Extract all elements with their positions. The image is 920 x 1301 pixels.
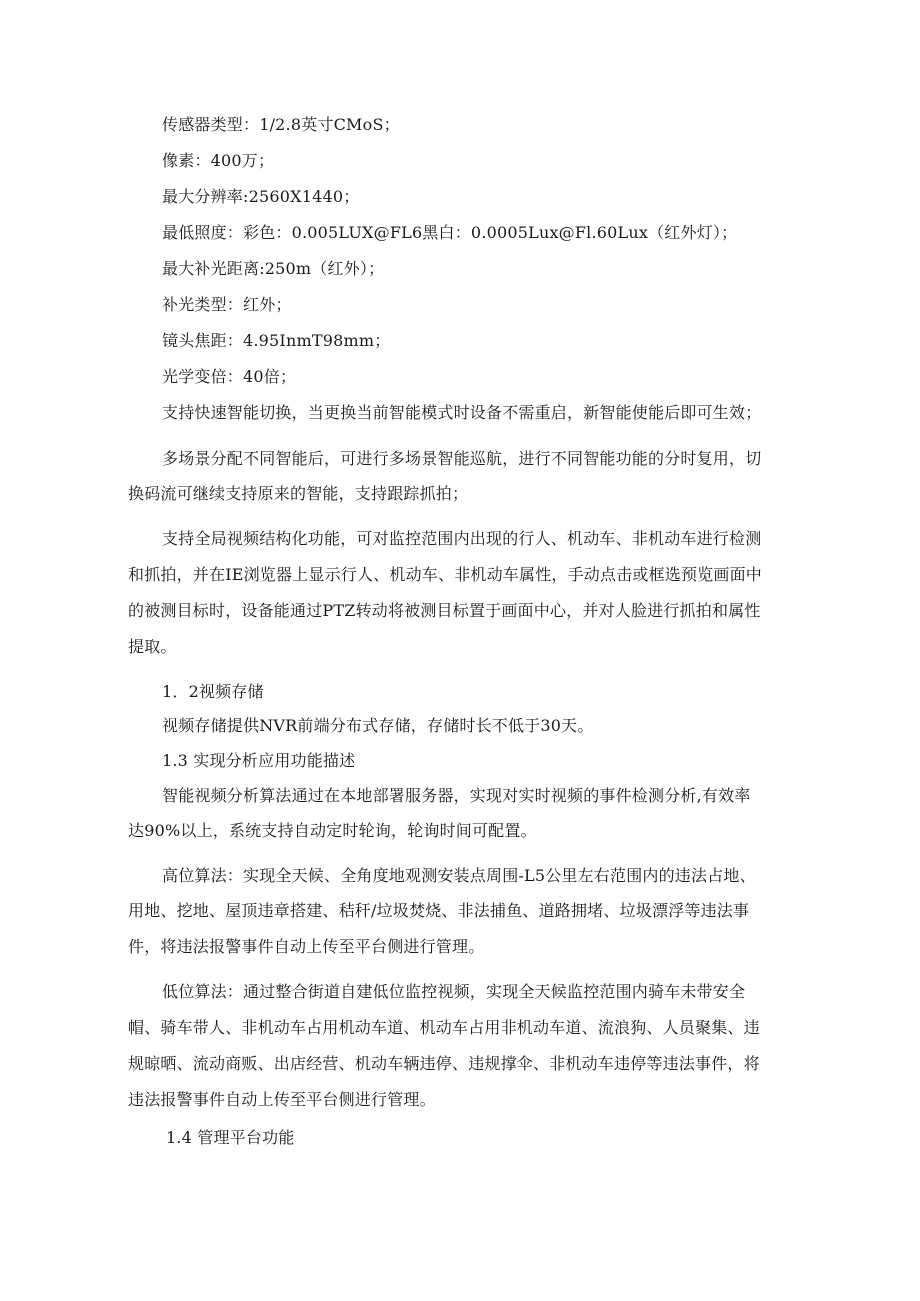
section-heading-1-2: 1．2视频存储: [162, 682, 264, 701]
spec-sensor-type: 传感器类型：1/2.8英寸CMoS；: [162, 115, 400, 134]
paragraph-structuring-line-4: 提取。: [128, 637, 177, 656]
paragraph-structuring-line-3: 的被测目标时，设备能通过PTZ转动将被测目标置于画面中心，并对人脸进行抓拍和属性: [128, 601, 761, 620]
paragraph-low-algo-line-2: 帽、骑车带人、非机动车占用机动车道、机动车占用非机动车道、流浪狗、人员聚集、违: [128, 1018, 760, 1037]
paragraph-high-algo-line-2: 用地、挖地、屋顶违章搭建、秸秆/垃圾焚烧、非法捕鱼、道路拥堵、垃圾漂浮等违法事: [128, 901, 750, 920]
paragraph-high-algo-line-3: 件，将违法报警事件自动上传至平台侧进行管理。: [128, 937, 485, 956]
paragraph-low-algo-line-4: 违法报警事件自动上传至平台侧进行管理。: [128, 1090, 436, 1109]
section-heading-1-3: 1.3 实现分析应用功能描述: [162, 751, 356, 770]
spec-optical-zoom: 光学变倍：40倍；: [162, 367, 297, 386]
paragraph-low-algo-line-1: 低位算法：通过整合街道自建低位监控视频，实现全天候监控范围内骑车未带安全: [162, 982, 746, 1001]
spec-max-resolution: 最大分辨率:2560X1440；: [162, 187, 360, 206]
paragraph-high-algo-line-1: 高位算法：实现全天候、全角度地观测安装点周围-L5公里左右范围内的违法占地、: [162, 866, 756, 885]
spec-fill-light-distance: 最大补光距离:250m（红外）；: [162, 259, 385, 278]
spec-pixels: 像素：400万；: [162, 151, 275, 170]
paragraph-multi-scene-line-1: 多场景分配不同智能后，可进行多场景智能巡航，进行不同智能功能的分时复用，切: [162, 449, 762, 468]
paragraph-analysis-line-1: 智能视频分析算法通过在本地部署服务器，实现对实时视频的事件检测分析,有效率: [162, 786, 751, 805]
spec-fill-light-type: 补光类型：红外；: [162, 295, 292, 314]
section-heading-1-4: 1.4 管理平台功能: [166, 1128, 295, 1147]
spec-min-illumination: 最低照度：彩色：0.005LUX@FL6黑白：0.0005Lux@Fl.60Lux（红外灯）；: [162, 223, 738, 242]
paragraph-smart-switch: 支持快速智能切换，当更换当前智能模式时设备不需重启，新智能使能后即可生效；: [162, 403, 762, 422]
paragraph-structuring-line-1: 支持全局视频结构化功能，可对监控范围内出现的行人、机动车、非机动车进行检测: [162, 529, 762, 548]
paragraph-analysis-line-2: 达90%以上，系统支持自动定时轮询，轮询时间可配置。: [128, 821, 537, 840]
paragraph-storage: 视频存储提供NVR前端分布式存储，存储时长不低于30天。: [162, 716, 594, 735]
paragraph-low-algo-line-3: 规晾晒、流动商贩、出店经营、机动车辆违停、违规撑伞、非机动车违停等违法事件，将: [128, 1054, 760, 1073]
paragraph-multi-scene-line-2: 换码流可继续支持原来的智能，支持跟踪抓拍；: [128, 484, 469, 503]
paragraph-structuring-line-2: 和抓拍，并在IE浏览器上显示行人、机动车、非机动车属性，手动点击或框选预览画面中: [128, 565, 763, 584]
spec-focal-length: 镜头焦距：4.95InmT98mm；: [162, 331, 391, 350]
